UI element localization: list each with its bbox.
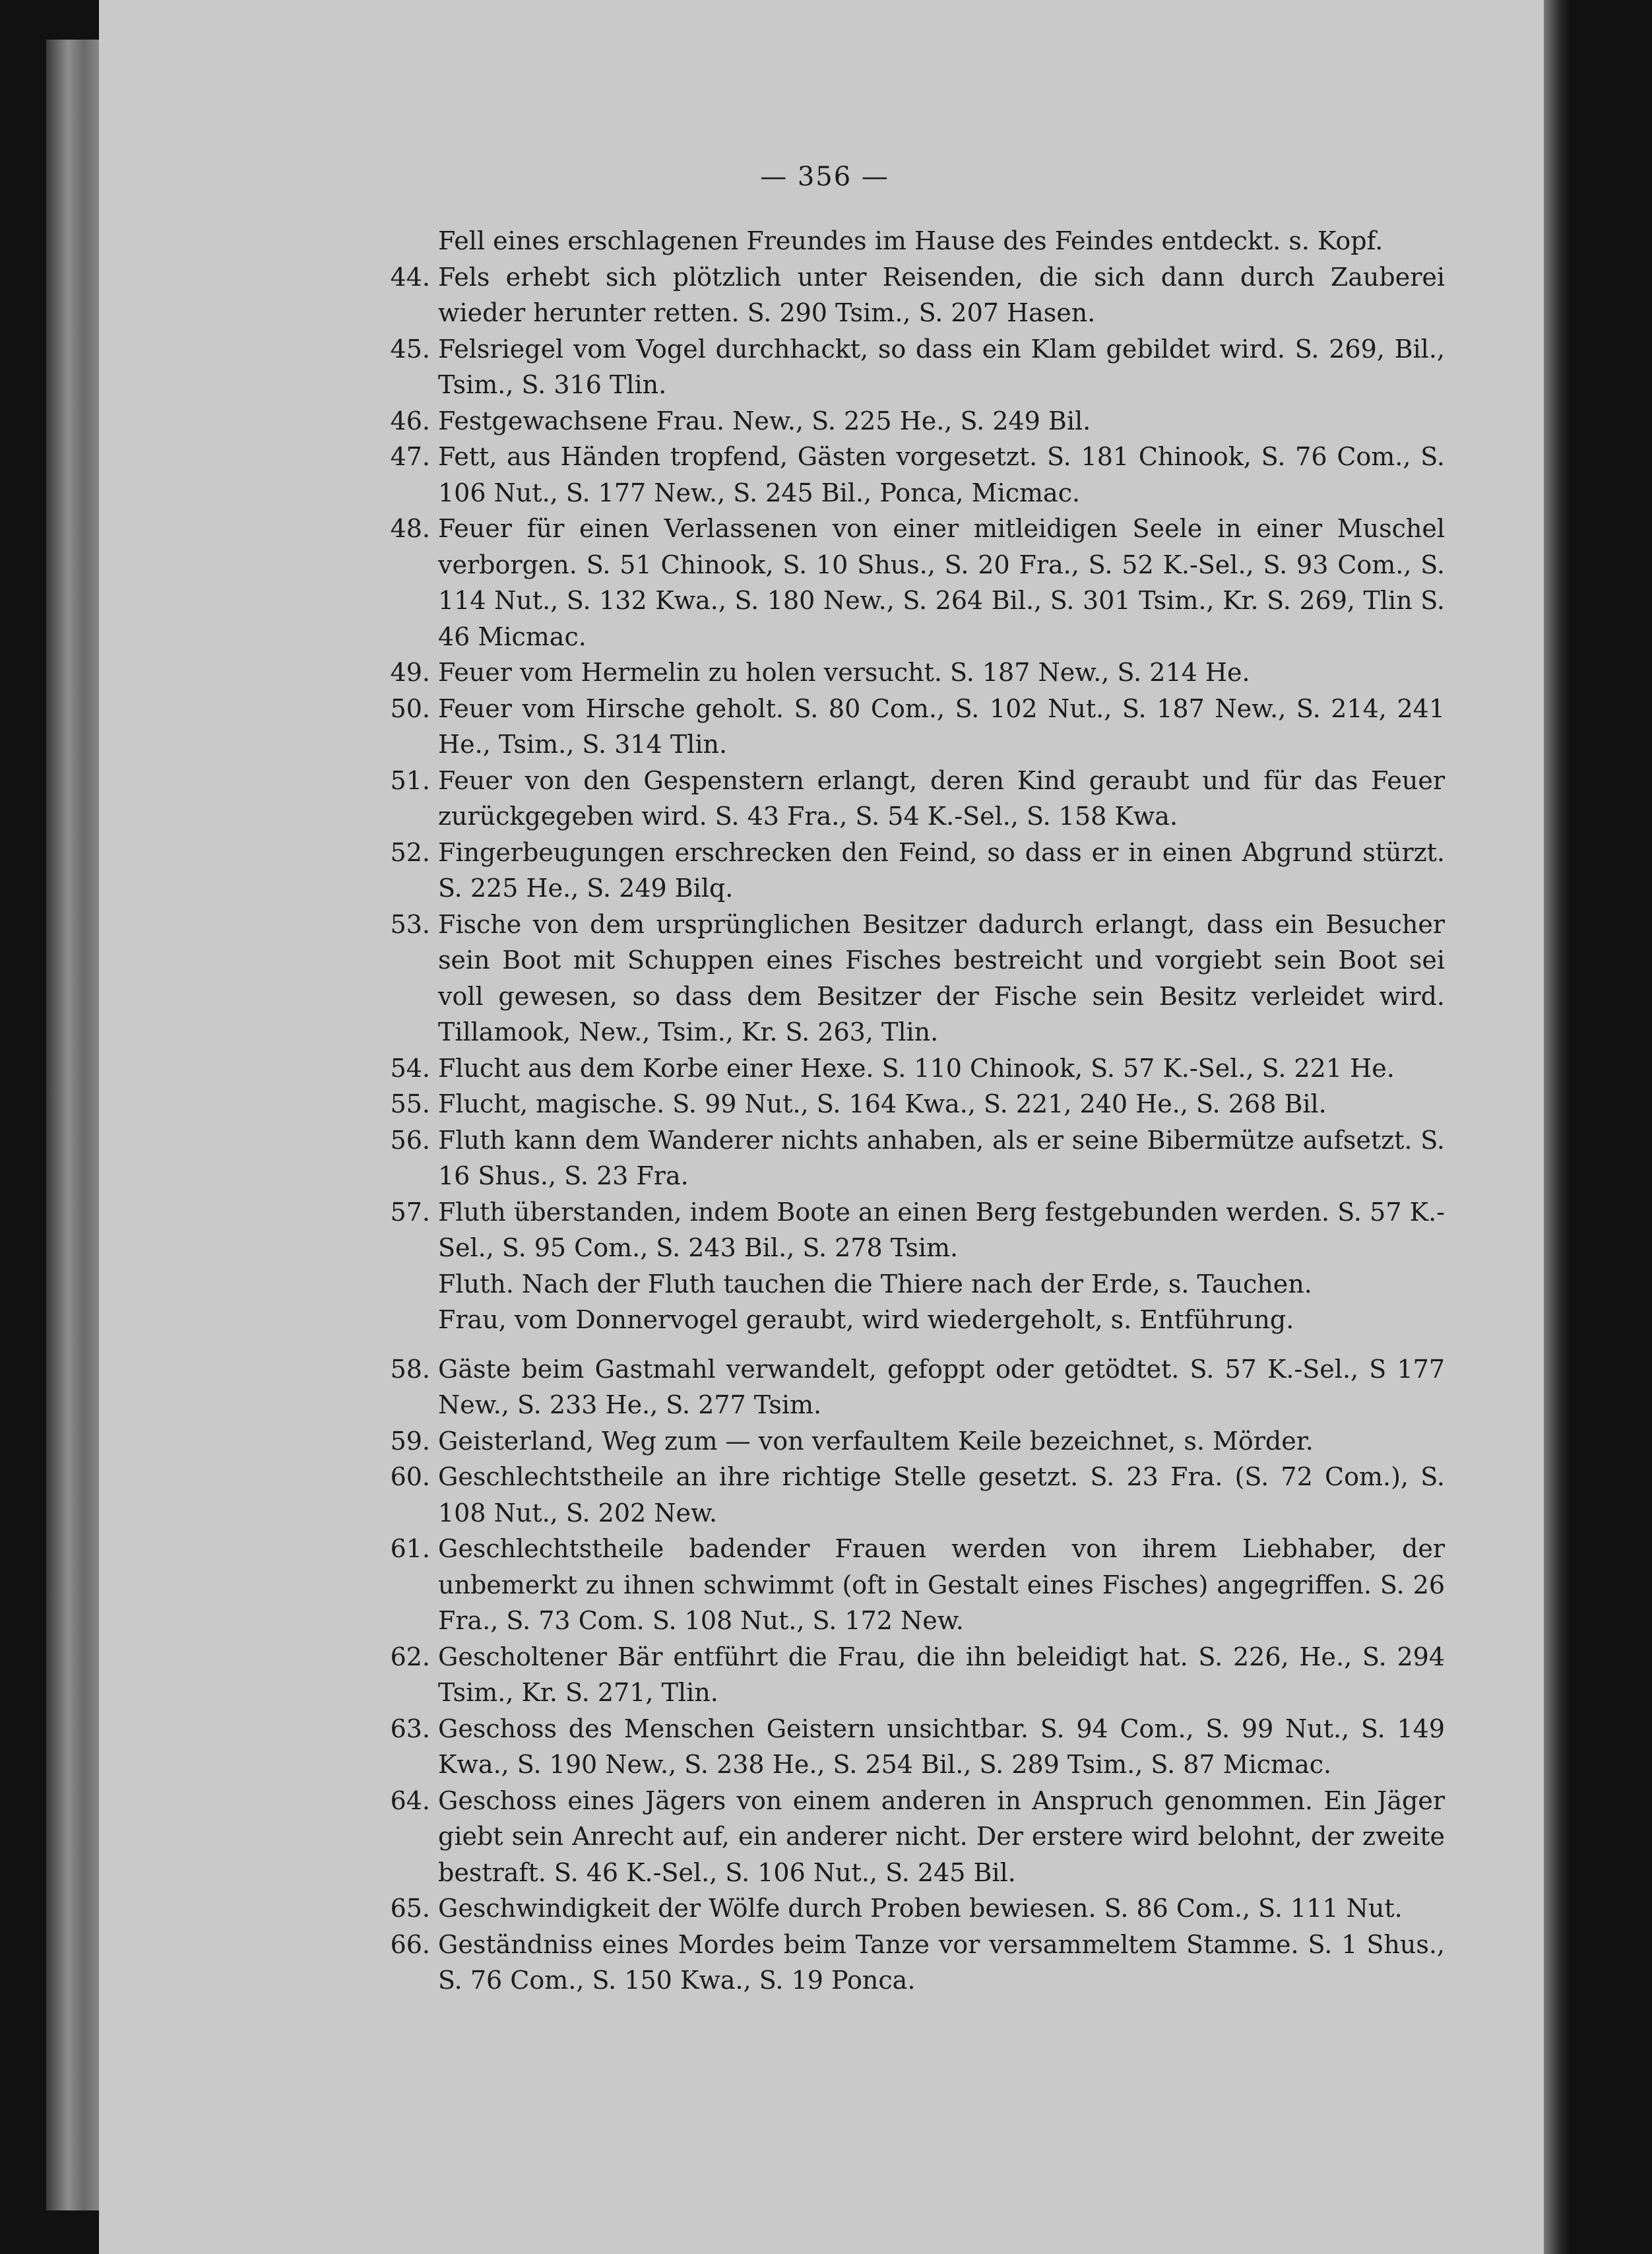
index-entry	[369, 1423, 1445, 1460]
entry-number: 50.	[390, 693, 430, 723]
index-entry	[369, 1927, 1445, 1999]
entry-number: 65.	[390, 1894, 430, 1923]
entry-text: Fingerbeugungen erschrecken den Feind, so dass er in einen Abgrund stürzt. S. 225 He., S. 249 Bilq.	[438, 837, 1445, 903]
index-entry	[369, 1890, 1445, 1927]
entry-number: 55.	[390, 1089, 430, 1118]
entry-text: Feuer für einen Verlassenen von einer mitleidigen Seele in einer Muschel verborgen. S. 51 Chinook, S. 10 Shus., S. 20 Fra., S. 52 K.-Sel., S. 93 Com., S. 114 Nut., S. 132 Kwa., S. 180 New., S. 264 Bil., S. 301 Tsim., Kr. S. 269, Tlin S. 46 Micmac.	[438, 514, 1445, 651]
index-entry	[369, 1050, 1445, 1087]
entry-text: Geständniss eines Mordes beim Tanze vor versammeltem Stamme. S. 1 Shus., S. 76 Com., S. 150 Kwa., S. 19 Ponca.	[438, 1929, 1445, 1995]
index-entry	[369, 259, 1445, 331]
index-entry	[369, 655, 1445, 691]
entry-text: Fett, aus Händen tropfend, Gästen vorgesetzt. S. 181 Chinook, S. 76 Com., S. 106 Nut., S. 177 New., S. 245 Bil., Ponca, Micmac.	[438, 442, 1445, 507]
index-entry	[369, 1711, 1445, 1783]
entry-text: Feuer vom Hirsche geholt. S. 80 Com., S. 102 Nut., S. 187 New., S. 214, 241 He., Tsim., S. 314 Tlin.	[438, 693, 1445, 759]
entry-number: 64.	[390, 1786, 430, 1815]
index-entry	[369, 331, 1445, 403]
gutter-shadow	[1544, 0, 1570, 2254]
entry-text: Geschlechtstheile an ihre richtige Stelle gesetzt. S. 23 Fra. (S. 72 Com.), S. 108 Nut., S. 202 New.	[438, 1462, 1445, 1528]
index-entry	[369, 439, 1445, 511]
entry-text: Felsriegel vom Vogel durchhackt, so dass ein Klam gebildet wird. S. 269, Bil., Tsim., S. 316 Tlin.	[438, 334, 1445, 399]
entry-number: 62.	[390, 1642, 430, 1671]
entry-number: 44.	[390, 262, 430, 292]
entry-text: Festgewachsene Frau. New., S. 225 He., S. 249 Bil.	[438, 406, 1091, 435]
index-entry	[369, 1351, 1445, 1423]
index-entry	[369, 1302, 1445, 1338]
section-gap	[369, 1338, 1445, 1351]
entry-text: Geschoss eines Jägers von einem anderen in Anspruch genommen. Ein Jäger giebt sein Anrecht auf, ein anderer nicht. Der erstere wird belohnt, der zweite bestraft. S. 46 K.-Sel., S. 106 Nut., S. 245 Bil.	[438, 1786, 1445, 1887]
entry-number: 53.	[390, 909, 430, 939]
entry-text: Geschoss des Menschen Geistern unsichtbar. S. 94 Com., S. 99 Nut., S. 149 Kwa., S. 190 New., S. 238 He., S. 254 Bil., S. 289 Tsim., S. 87 Micmac.	[438, 1714, 1445, 1779]
entry-text: Frau, vom Donnervogel geraubt, wird wiedergeholt, s. Entführung.	[438, 1305, 1294, 1334]
entry-number: 45.	[390, 334, 430, 364]
entry-text: Feuer von den Gespenstern erlangt, deren Kind geraubt und für das Feuer zurückgegeben wird. S. 43 Fra., S. 54 K.-Sel., S. 158 Kwa.	[438, 765, 1445, 831]
entry-number: 54.	[390, 1053, 430, 1083]
entry-text: Geschwindigkeit der Wölfe durch Proben bewiesen. S. 86 Com., S. 111 Nut.	[438, 1894, 1403, 1923]
entry-text: Fels erhebt sich plötzlich unter Reisenden, die sich dann durch Zauberei wieder herunter retten. S. 290 Tsim., S. 207 Hasen.	[438, 262, 1445, 327]
index-entry	[369, 223, 1445, 259]
entry-text: Fische von dem ursprünglichen Besitzer dadurch erlangt, dass ein Besucher sein Boot mit Schuppen eines Fisches bestreicht und vorgiebt sein Boot sei voll gewesen, so dass dem Besitzer der Fische sein Besitz verleidet wird. Tillamook, New., Tsim., Kr. S. 263, Tlin.	[438, 909, 1445, 1046]
entry-text: Geisterland, Weg zum — von verfaultem Keile bezeichnet, s. Mörder.	[438, 1426, 1314, 1456]
entry-text: Feuer vom Hermelin zu holen versucht. S. 187 New., S. 214 He.	[438, 658, 1250, 687]
index-entry	[369, 403, 1445, 439]
entry-text: Fell eines erschlagenen Freundes im Hause des Feindes entdeckt. s. Kopf.	[438, 226, 1383, 255]
entry-text: Geschlechtstheile badender Frauen werden von ihrem Liebhaber, der unbemerkt zu ihnen schwimmt (oft in Gestalt eines Fisches) angegriffen. S. 26 Fra., S. 73 Com. S. 108 Nut., S. 172 New.	[438, 1534, 1445, 1635]
index-entry	[369, 1531, 1445, 1639]
entry-number: 46.	[390, 406, 430, 435]
entry-text: Fluth überstanden, indem Boote an einen Berg festgebunden werden. S. 57 K.-Sel., S. 95 Com., S. 243 Bil., S. 278 Tsim.	[438, 1197, 1445, 1262]
entry-number: 48.	[390, 514, 430, 543]
index-entry	[369, 691, 1445, 763]
entry-text: Flucht, magische. S. 99 Nut., S. 164 Kwa., S. 221, 240 He., S. 268 Bil.	[438, 1089, 1327, 1118]
index-entry	[369, 1783, 1445, 1891]
entry-number: 52.	[390, 837, 430, 867]
entry-number: 66.	[390, 1929, 430, 1959]
index-entry	[369, 1122, 1445, 1194]
entry-number: 61.	[390, 1534, 430, 1563]
index-entry	[369, 1459, 1445, 1531]
page-number: — 356 —	[760, 162, 889, 192]
entry-text: Gescholtener Bär entführt die Frau, die ihn beleidigt hat. S. 226, He., S. 294 Tsim., Kr. S. 271, Tlin.	[438, 1642, 1445, 1707]
index-entries	[369, 223, 1445, 1999]
entry-number: 51.	[390, 765, 430, 795]
entry-number: 56.	[390, 1125, 430, 1155]
entry-text: Flucht aus dem Korbe einer Hexe. S. 110 Chinook, S. 57 K.-Sel., S. 221 He.	[438, 1053, 1395, 1083]
entry-number: 47.	[390, 442, 430, 471]
index-entry	[369, 835, 1445, 907]
index-entry	[369, 1194, 1445, 1266]
entry-text: Gäste beim Gastmahl verwandelt, gefoppt oder getödtet. S. 57 K.-Sel., S 177 New., S. 233 He., S. 277 Tsim.	[438, 1354, 1445, 1419]
index-entry	[369, 1086, 1445, 1122]
index-entry	[369, 907, 1445, 1050]
entry-number: 58.	[390, 1354, 430, 1384]
index-entry	[369, 1266, 1445, 1303]
entry-number: 57.	[390, 1197, 430, 1227]
index-entry	[369, 1639, 1445, 1711]
index-entry	[369, 763, 1445, 835]
index-entry	[369, 511, 1445, 655]
entry-text: Fluth. Nach der Fluth tauchen die Thiere nach der Erde, s. Tauchen.	[438, 1269, 1312, 1299]
entry-number: 59.	[390, 1426, 430, 1456]
entry-number: 60.	[390, 1462, 430, 1491]
entry-number: 63.	[390, 1714, 430, 1743]
entry-number: 49.	[390, 658, 430, 687]
entry-text: Fluth kann dem Wanderer nichts anhaben, als er seine Bibermütze aufsetzt. S. 16 Shus., S. 23 Fra.	[438, 1125, 1445, 1190]
